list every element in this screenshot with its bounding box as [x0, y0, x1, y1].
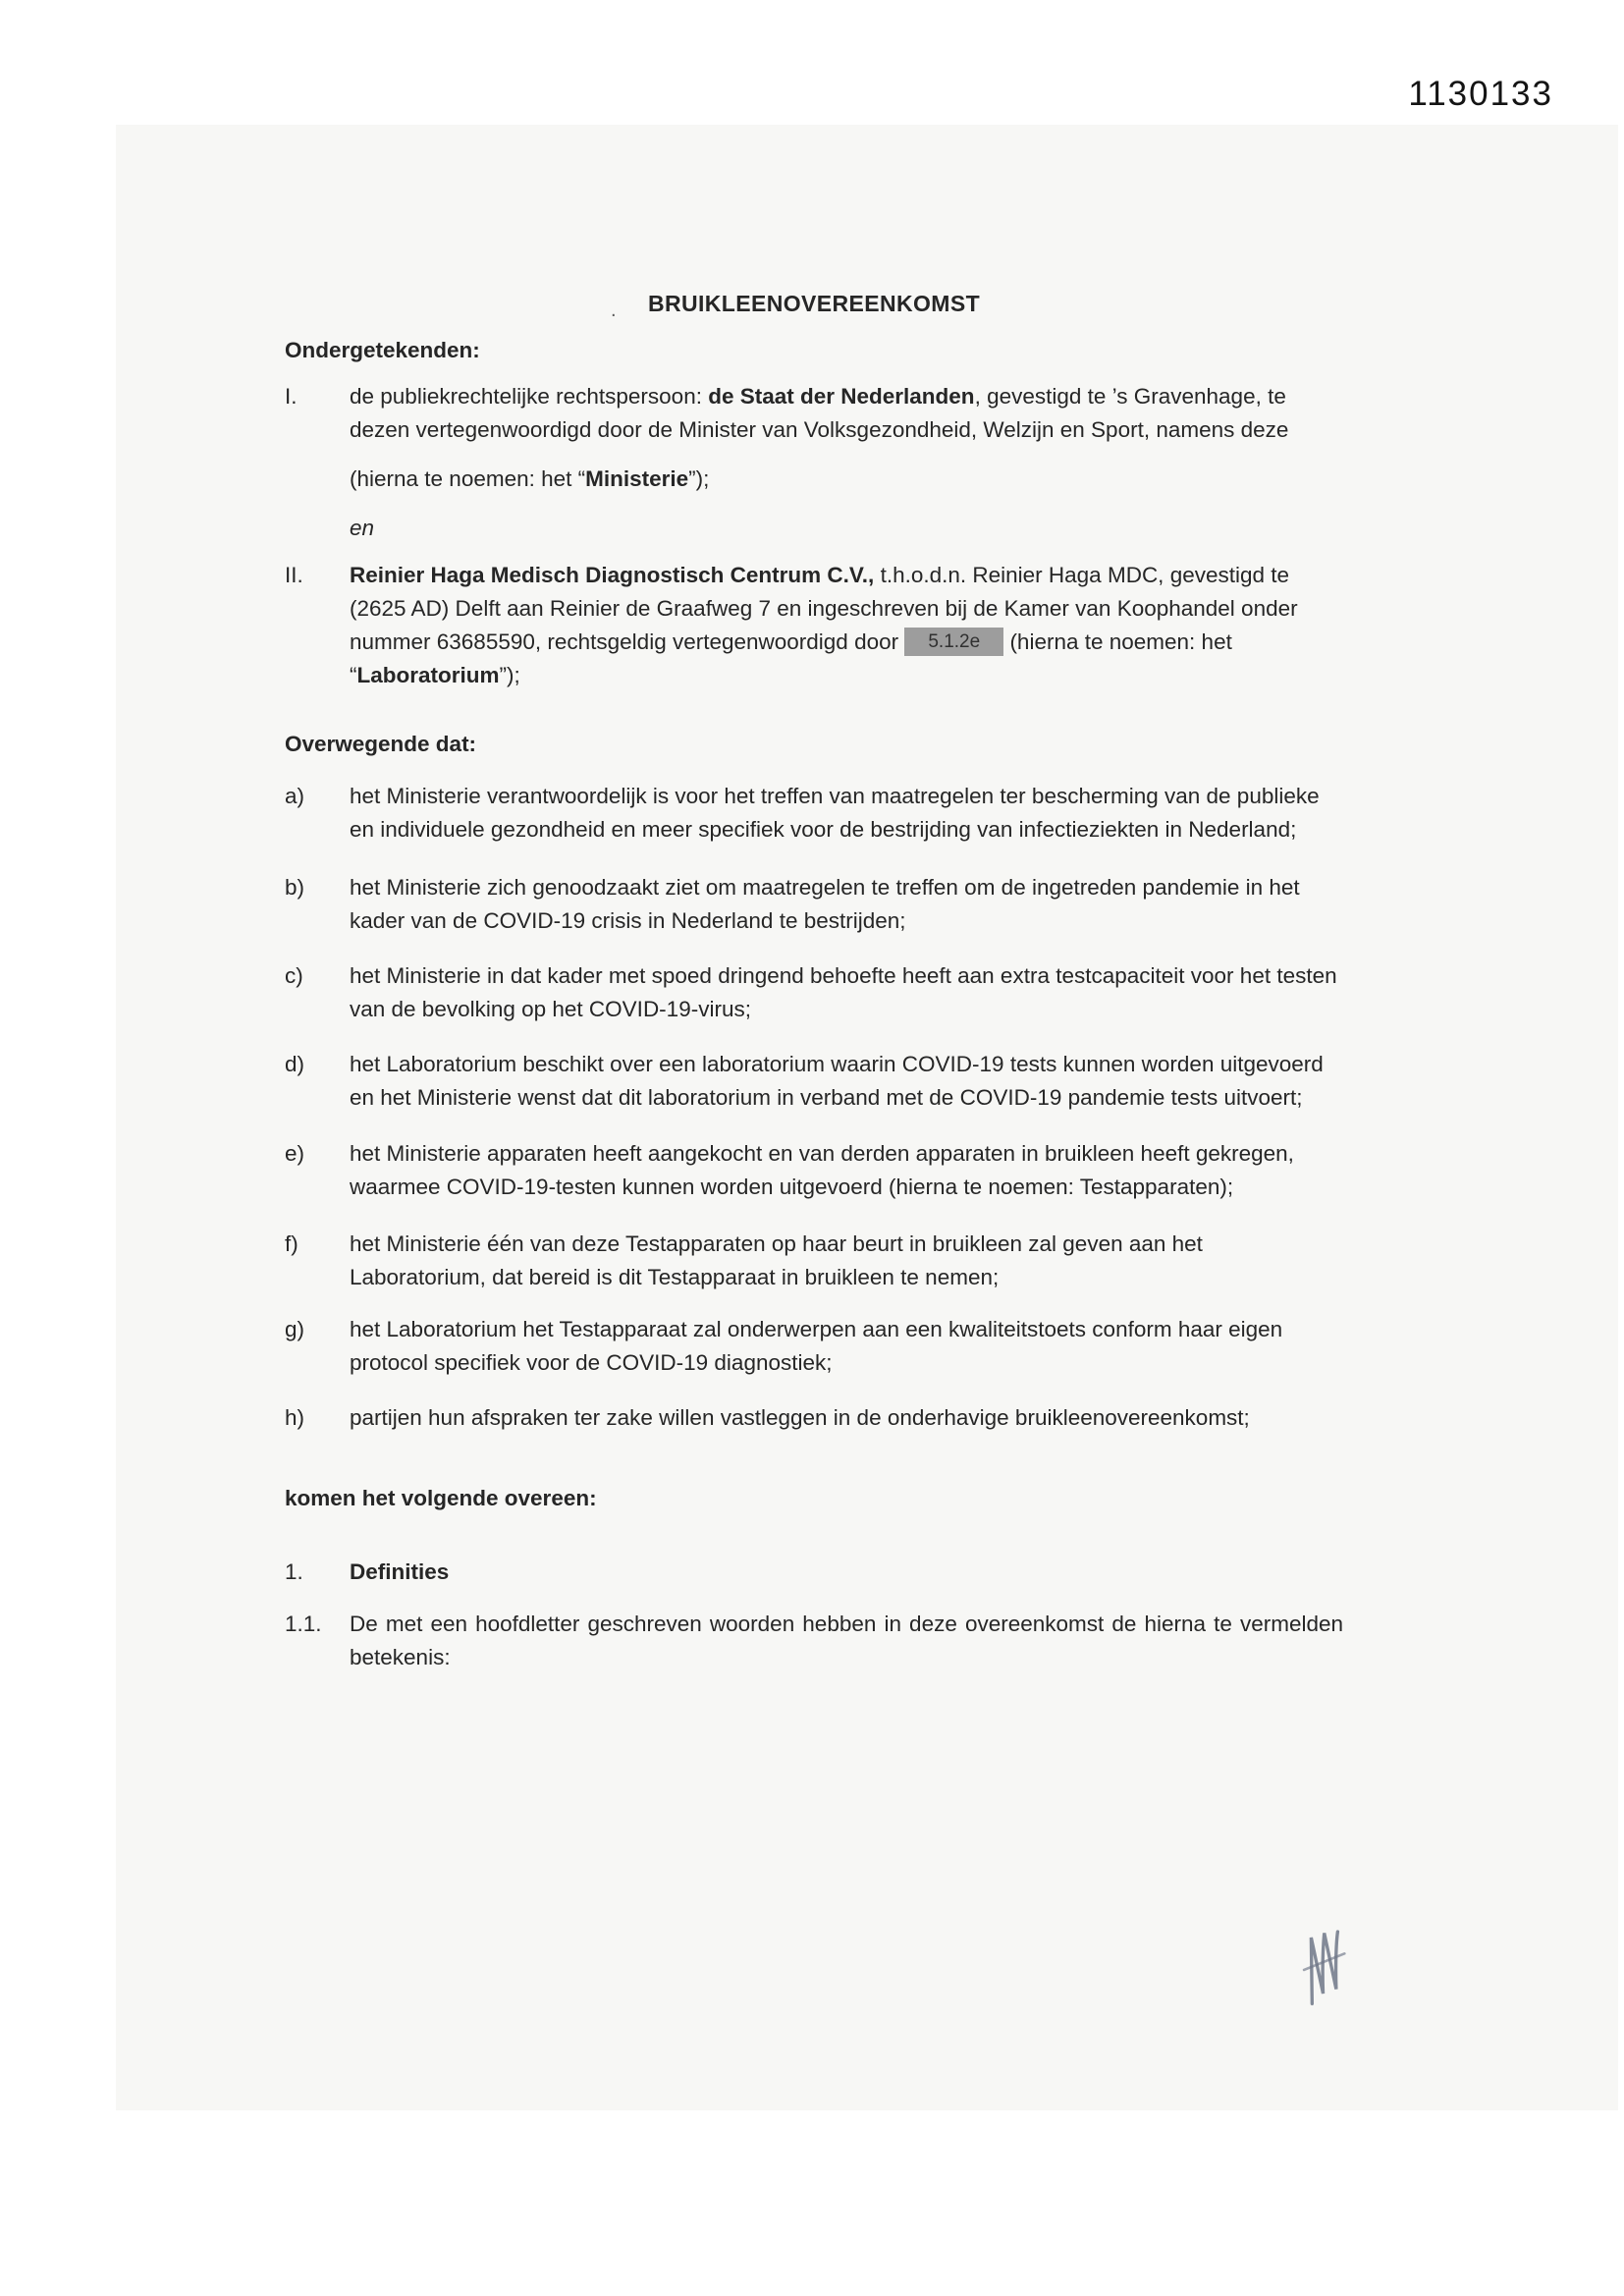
party1-text-pre: de publiekrechtelijke rechtspersoon: — [350, 384, 709, 409]
document-title: BRUIKLEENOVEREENKOMST — [647, 291, 981, 316]
party2-name: Reinier Haga Medisch Diagnostisch Centrum C.V., — [350, 563, 875, 587]
party1-text-post: , gevestigd te ’s Gravenhage, te dezen vertegenwoordigd door de Minister van Volksgezondheid, Welzijn en Sport, namens deze — [350, 384, 1289, 442]
recital-label: g) — [285, 1317, 305, 1341]
clause-number: 1.1. — [285, 1612, 322, 1636]
recital-label: b) — [285, 875, 305, 900]
section-number: 1. — [285, 1559, 303, 1584]
party-text — [350, 559, 1343, 692]
recital-label: f) — [285, 1231, 298, 1256]
recital-text: het Ministerie apparaten heeft aangekocht en van derden apparaten in bruikleen heeft gekregen, waarmee COVID-19-testen kunnen worden uitgevoerd (hierna te noemen: Testapparaten); — [350, 1141, 1294, 1199]
recital-text: het Ministerie in dat kader met spoed dringend behoefte heeft aan extra testcapaciteit voor het testen van de bevolking op het COVID-19-virus; — [350, 963, 1337, 1021]
agreement-clause: komen het volgende overeen: — [285, 1486, 597, 1510]
clause-text: De met een hoofdletter geschreven woorden hebben in deze overeenkomst de hierna te vermelden betekenis: — [350, 1612, 1343, 1669]
recital-item — [285, 1048, 1343, 1115]
recital-item — [285, 871, 1343, 938]
party-label: II. — [285, 563, 303, 587]
recital-label: h) — [285, 1405, 305, 1430]
section-title: Definities — [350, 1559, 450, 1584]
alias-ministerie: Ministerie — [585, 466, 689, 491]
document-stamp-number: 1130133 — [1408, 75, 1553, 113]
alias-pre: (hierna te noemen: het “ — [350, 466, 586, 491]
recital-item — [285, 780, 1343, 847]
party-text — [350, 380, 1343, 545]
party-item-2 — [285, 559, 1343, 692]
party2-alias-pre: (hierna te noemen: het “ — [350, 629, 1232, 687]
party-item-1 — [285, 380, 1343, 545]
recital-label: e) — [285, 1141, 305, 1166]
party2-text: t.h.o.d.n. Reinier Haga MDC, gevestigd te (2625 AD) Delft aan Reinier de Graafweg 7 en ingeschreven bij de Kamer van Koophandel onder nummer 63685590, rechtsgeldig vertegenwoordigd door — [350, 563, 1298, 654]
party1-alias-line — [350, 463, 1343, 496]
party-label: I. — [285, 384, 298, 409]
party1-name: de Staat der Nederlanden — [708, 384, 975, 409]
recital-text: partijen hun afspraken ter zake willen vastleggen in de onderhavige bruikleenovereenkomst; — [350, 1405, 1250, 1430]
recital-label: d) — [285, 1052, 305, 1076]
alias-laboratorium: Laboratorium — [356, 663, 500, 687]
recital-text: het Ministerie één van deze Testapparaten op haar beurt in bruikleen zal geven aan het Laboratorium, dat bereid is dit Testapparaat in bruikleen te nemen; — [350, 1231, 1203, 1289]
recital-text: het Laboratorium beschikt over een laboratorium waarin COVID-19 tests kunnen worden uitgevoerd en het Ministerie wenst dat dit laboratorium in verband met de COVID-19 pandemie tests uitvoert; — [350, 1052, 1324, 1110]
recital-item — [285, 1137, 1343, 1204]
recital-item — [285, 1228, 1343, 1294]
clause-row — [285, 1608, 1343, 1674]
parties-connector: en — [350, 516, 375, 540]
section-heading-row — [285, 1556, 1343, 1589]
handwritten-paraph-signature — [1294, 1924, 1365, 2012]
recital-item — [285, 959, 1343, 1026]
alias-post: ”); — [688, 466, 710, 491]
undersigned-heading: Ondergetekenden: — [285, 338, 480, 362]
redaction-box: 5.1.2e — [904, 628, 1003, 656]
stray-scan-mark: . — [611, 300, 617, 321]
recital-item — [285, 1313, 1343, 1380]
recital-text: het Laboratorium het Testapparaat zal onderwerpen aan een kwaliteitstoets conform haar eigen protocol specifiek voor de COVID-19 diagnostiek; — [350, 1317, 1283, 1375]
recital-text: het Ministerie verantwoordelijk is voor het treffen van maatregelen ter bescherming van de publieke en individuele gezondheid en meer specifiek voor de bestrijding van infectieziekten in Nederland; — [350, 784, 1320, 842]
recital-text: het Ministerie zich genoodzaakt ziet om maatregelen te treffen om de ingetreden pandemie in het kader van de COVID-19 crisis in Nederland te bestrijden; — [350, 875, 1300, 933]
party2-alias-post: ”); — [499, 663, 520, 687]
recitals-heading: Overwegende dat: — [285, 732, 477, 756]
recital-label: a) — [285, 784, 305, 808]
document-title-row — [285, 287, 1343, 320]
recital-label: c) — [285, 963, 303, 988]
document-body — [285, 287, 1343, 1674]
recital-item — [285, 1401, 1343, 1435]
